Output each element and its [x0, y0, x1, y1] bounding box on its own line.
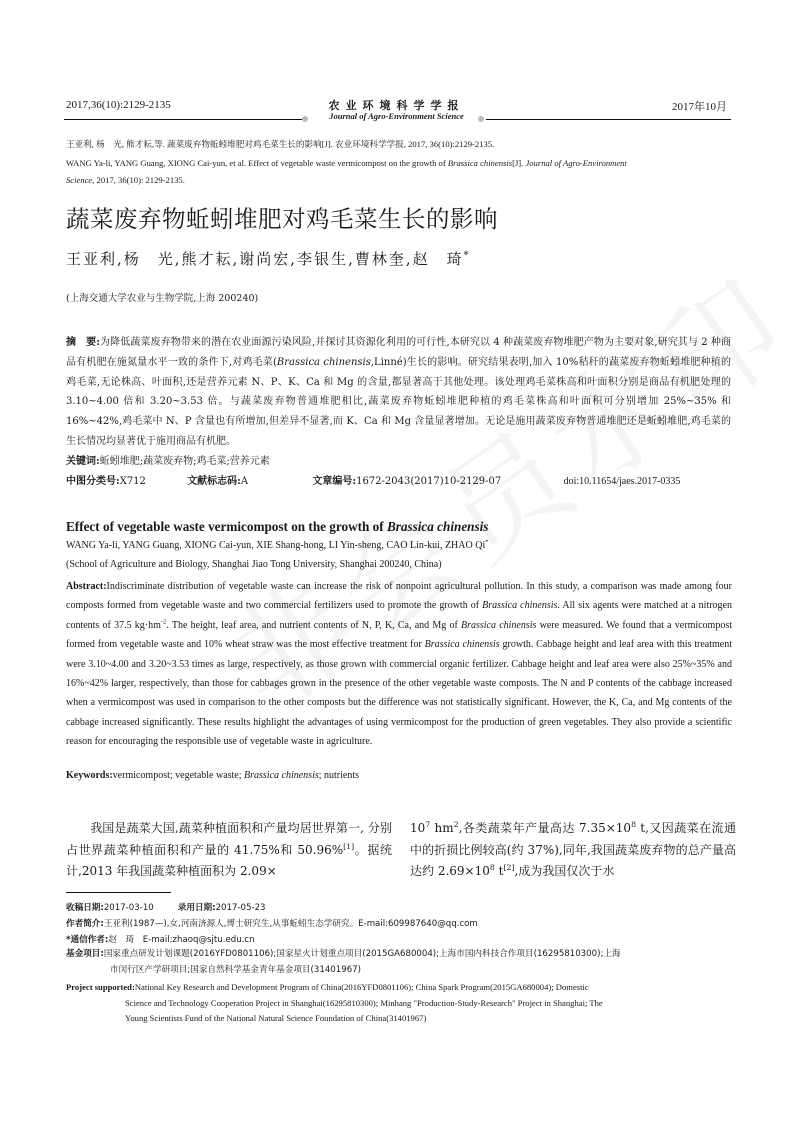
- bio-text: 王亚利(1987—),女,河南济源人,博士研究生,从事蚯蚓生态学研究。E-mail:609987640@qq.com: [103, 919, 478, 929]
- abstract-cn-text: ,Linné)生长的影响。研究结果表明,加入 10%秸秆的蔬菜废弃物蚯蚓堆肥种植的鸡毛菜,无论株高、叶面积,还是营养元素 N、P、K、Ca 和 Mg 的含量,都显著高于其他处理。该处理鸡毛菜株高和叶面积分别是商品有机肥处理的 3.10~4.00 倍和 3.20~3.53 倍。与蔬菜废弃物普通堆肥相比,蔬菜废弃物蚯蚓堆肥种植的鸡毛菜株高和叶面积可分别增加 25%~35% 和 16%~42%,鸡毛菜中 N、P 含量也有所增加,但差异不显著,而 K、Ca 和 Mg 含量显著增加。无论是施用蔬菜废弃物普通堆肥还是蚯蚓堆肥,鸡毛菜的生长情况均显著优于施用商品有机肥。: [66, 356, 731, 447]
- citation-species: Brassica chinensis: [447, 158, 513, 168]
- citation-journal: Science: [66, 175, 93, 185]
- title-en-species: Brassica chinensis: [386, 519, 489, 534]
- keywords-en-label: Keywords:: [66, 770, 113, 781]
- exponent: 8: [631, 820, 637, 829]
- header-dot-left: [302, 116, 308, 122]
- bio-label: 作者简介:: [66, 919, 104, 929]
- article-title-cn: 蔬菜废弃物蚯蚓堆肥对鸡毛菜生长的影响: [66, 205, 498, 233]
- citation-en-text: WANG Ya-li, YANG Guang, XIONG Cai-yun, et al. Effect of vegetable waste vermicompost on the growth of: [66, 158, 448, 168]
- funding-en: [66, 980, 732, 1027]
- header-rule-left: [64, 119, 302, 120]
- abstract-en-text: . The height, leaf area, and nutrient contents of N, P, K, Ca, and Mg of: [166, 619, 461, 631]
- keywords-cn: [66, 452, 270, 467]
- project-label: Project supported:: [66, 982, 135, 992]
- keywords-en: [66, 770, 359, 781]
- accepted-label: 录用日期:: [177, 903, 216, 913]
- dates-footnote: [66, 901, 266, 913]
- volume-info: 2017,36(10):2129-2135: [66, 99, 171, 111]
- doi[interactable]: doi:10.11654/jaes.2017-0335: [563, 476, 681, 487]
- body-text: 。据统计,2013 年我国蔬菜种植面积为 2.09×: [66, 842, 392, 878]
- body-text: t: [494, 864, 504, 878]
- body-column-left: [66, 818, 392, 883]
- abstract-cn-species: Brassica chinensis: [276, 356, 371, 368]
- issue-date: 2017年10月: [672, 101, 727, 113]
- funding-cn: [66, 947, 731, 978]
- unit-exponent: -2: [160, 618, 167, 626]
- header-dot-right: [478, 116, 484, 122]
- keywords-en-species: Brassica chinensis: [244, 770, 319, 781]
- abstract-en-species: Brassica chinensis: [482, 600, 558, 612]
- abstract-en-text: were measured. We found that a vermicompost formed from vegetable waste and 10% wheat straw was the most effective treatment for: [66, 619, 733, 651]
- authors-cn: [66, 248, 471, 269]
- abstract-en-species: Brassica chinensis: [424, 639, 500, 651]
- header-rule-right: [486, 119, 731, 120]
- abstract-en: [66, 577, 732, 752]
- citation-en-text: , 2017, 36(10): 2129-2135.: [92, 175, 185, 185]
- corresponding-text: 赵 琦 E-mail:zhaoq@sjtu.edu.cn: [108, 935, 255, 945]
- abstract-en-text: . All six agents were matched at a nitrogen contents of 37.5 kg·hm: [66, 600, 732, 631]
- abstract-en-species: Brassica chinensis: [461, 619, 537, 631]
- reference-link[interactable]: [1]: [343, 841, 355, 851]
- abstract-cn: [66, 333, 731, 452]
- corresponding-mark: *: [463, 250, 471, 261]
- body-text: ,成为我国仅次于水: [514, 864, 615, 878]
- keywords-cn-label: 关键词:: [66, 456, 100, 467]
- reference-link[interactable]: [2]: [503, 863, 515, 872]
- project-text: Young Scientists Fund of the National Natural Science Foundation of China(31401967): [125, 1013, 427, 1023]
- citation-journal: Journal of Agro-Environment: [525, 158, 627, 168]
- abstract-cn-label: 摘 要:: [66, 337, 100, 348]
- exponent: 8: [489, 863, 495, 872]
- abstract-en-text: Indiscriminate distribution of vegetable waste can increase the risk of nonpoint agricultural pollution. In this study, a comparison was made among four composts formed from vegetable waste and two commercial fertilizers used to promote the growth of: [66, 581, 732, 612]
- journal-name-cn: 农业环境科学学报: [328, 99, 465, 112]
- received-label: 收稿日期:: [66, 903, 104, 913]
- citation-en-text: [J].: [512, 158, 526, 168]
- keywords-cn-text: 蚯蚓堆肥;蔬菜废弃物;鸡毛菜;营养元素: [99, 456, 270, 467]
- corresponding-label: *通信作者:: [66, 935, 109, 945]
- received-date: 2017-03-10: [103, 903, 154, 913]
- body-text: ,各类蔬菜年产量高达 7.35×10: [458, 821, 632, 835]
- doc-code-label: 文献标志码:: [187, 476, 241, 487]
- corresponding-mark: *: [485, 538, 489, 546]
- project-text: Science and Technology Cooperation Project in Shanghai(16295810300); Minhang "Production-Study-Research" Project in Shanghai; The: [125, 997, 603, 1008]
- article-number-label: 文章编号:: [312, 476, 357, 487]
- keywords-en-text: ; nutrients: [318, 770, 360, 781]
- body-text: t,又因蔬菜在流通中的折损比例较高(约 37%),同年,我国蔬菜废弃物的总产量高达约 2.69×10: [410, 821, 736, 878]
- footnote-divider: [66, 892, 171, 893]
- title-en-text: Effect of vegetable waste vermicompost on the growth of: [66, 519, 387, 534]
- article-title-en: [66, 519, 488, 535]
- body-text: 10: [410, 821, 426, 835]
- classification-line: [66, 472, 736, 487]
- citation-en-line2: [66, 175, 185, 185]
- body-column-right: [410, 818, 736, 883]
- project-text: National Key Research and Development Program of China(2016YFD0801106); China Spark Program(2015GA680004); Domestic: [134, 982, 589, 992]
- affiliation-en: (School of Agriculture and Biology, Shanghai Jiao Tong University, Shanghai 200240, China): [66, 559, 442, 570]
- body-text: 我国是蔬菜大国,蔬菜种植面积和产量均居世界第一, 分别占世界蔬菜种植面积和产量的 41.75%和 50.96%: [66, 821, 392, 857]
- funding-text: 市闵行区产学研项目;国家自然科学基金青年基金项目(31401967): [110, 964, 361, 975]
- citation-cn: 王亚利, 杨 光, 熊才耘,等. 蔬菜废弃物蚯蚓堆肥对鸡毛菜生长的影响[J]. 农业环境科学学报, 2017, 36(10):2129-2135.: [66, 139, 495, 149]
- abstract-cn-text: 为降低蔬菜废弃物带来的潜在农业面源污染风险,并探讨其资源化利用的可行性,本研究以 4 种蔬菜废弃物堆肥产物为主要对象,研究其与 2 种商品有机肥在施氮量水平一致的条件下,对鸡毛菜(: [66, 337, 731, 368]
- corresponding-author: [66, 933, 255, 945]
- authors-cn-names: 王亚利,杨 光,熊才耘,谢尚宏,李银生,曹林奎,赵 琦: [66, 250, 464, 268]
- doc-code-value: A: [240, 476, 249, 487]
- abstract-en-label: Abstract:: [66, 581, 107, 592]
- exponent: 7: [425, 820, 431, 829]
- accepted-date: 2017-05-23: [215, 903, 266, 913]
- article-number-value: 1672-2043(2017)10-2129-07: [356, 476, 502, 487]
- journal-name-en: Journal of Agro-Environment Science: [329, 111, 464, 121]
- funding-label: 基金项目:: [66, 949, 104, 959]
- funding-text: 国家重点研发计划课题(2016YFD0801106);国家星火计划重点项目(2015GA680004);上海市国内科技合作项目(16295810300);上海: [103, 949, 621, 959]
- authors-en-names: WANG Ya-li, YANG Guang, XIONG Cai-yun, XIE Shang-hong, LI Yin-sheng, CAO Lin-kui, ZHAO Qi: [66, 540, 486, 551]
- keywords-en-text: vermicompost; vegetable waste;: [112, 770, 245, 781]
- body-text: hm: [430, 821, 454, 835]
- abstract-en-text: growth. Cabbage height and leaf area with this treatment were 3.10~4.00 and 3.20~3.53 times as large, respectively, as those grown with commercial organic fertilizer. Cabbage height and leaf area were also 25%~35% and 16%~42% larger, respectively, than those for cabbages grown in the presence of the other vegetable waste composts. The N and P contents of the cabbage increased when a vermicompost was used in comparison to the other composts but the difference was not statistically significant. However, the K, Ca, and Mg contents of the cabbage increased significantly. These results highlight the advantages of using vermicompost for the production of green vegetables. They also provide a scientific reason for encouraging the responsible use of vegetable waste in agriculture.: [66, 639, 732, 748]
- exponent: 2: [453, 820, 459, 829]
- affiliation-cn: (上海交通大学农业与生物学院,上海 200240): [66, 293, 259, 304]
- clc-value: X712: [119, 476, 146, 487]
- author-bio: [66, 917, 478, 929]
- clc-label: 中图分类号:: [66, 476, 120, 487]
- citation-en-line1: [66, 158, 627, 168]
- authors-en: [66, 540, 488, 551]
